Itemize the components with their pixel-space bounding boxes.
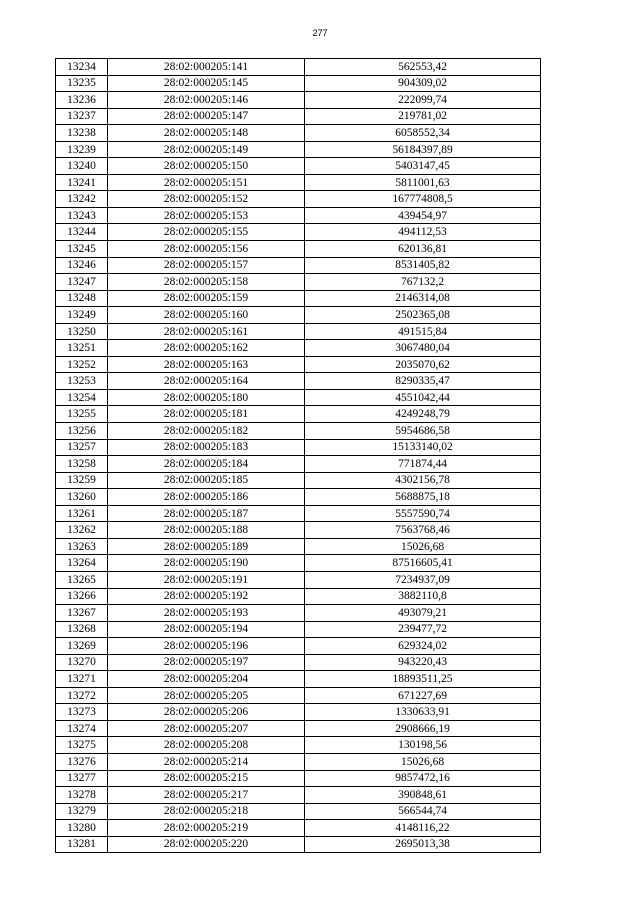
cadastral-value-cell: 566544,74 <box>305 803 541 820</box>
cadastral-value-cell: 7234937,09 <box>305 571 541 588</box>
row-number-cell: 13248 <box>56 290 108 307</box>
cadastral-number-cell: 28:02:000205:207 <box>108 720 305 737</box>
table-row <box>56 174 541 191</box>
table-row <box>56 605 541 622</box>
table-row <box>56 207 541 224</box>
table-row <box>56 323 541 340</box>
table-row <box>56 472 541 489</box>
cadastral-number-cell: 28:02:000205:162 <box>108 340 305 357</box>
row-number-cell: 13241 <box>56 174 108 191</box>
row-number-cell: 13249 <box>56 307 108 324</box>
cadastral-value-cell: 8531405,82 <box>305 257 541 274</box>
cadastral-number-cell: 28:02:000205:158 <box>108 274 305 291</box>
row-number-cell: 13237 <box>56 108 108 125</box>
table-row <box>56 59 541 76</box>
cadastral-number-cell: 28:02:000205:197 <box>108 654 305 671</box>
row-number-cell: 13280 <box>56 820 108 837</box>
cadastral-number-cell: 28:02:000205:155 <box>108 224 305 241</box>
row-number-cell: 13265 <box>56 571 108 588</box>
cadastral-value-cell: 15026,68 <box>305 538 541 555</box>
cadastral-number-cell: 28:02:000205:184 <box>108 456 305 473</box>
row-number-cell: 13264 <box>56 555 108 572</box>
row-number-cell: 13263 <box>56 538 108 555</box>
row-number-cell: 13247 <box>56 274 108 291</box>
table-row <box>56 141 541 158</box>
table-row <box>56 522 541 539</box>
row-number-cell: 13251 <box>56 340 108 357</box>
table-row <box>56 654 541 671</box>
table-row <box>56 307 541 324</box>
cadastral-value-cell: 5403147,45 <box>305 158 541 175</box>
cadastral-value-cell: 4551042,44 <box>305 389 541 406</box>
cadastral-number-cell: 28:02:000205:147 <box>108 108 305 125</box>
cadastral-number-cell: 28:02:000205:187 <box>108 505 305 522</box>
row-number-cell: 13238 <box>56 125 108 142</box>
cadastral-number-cell: 28:02:000205:151 <box>108 174 305 191</box>
cadastral-number-cell: 28:02:000205:148 <box>108 125 305 142</box>
table-row <box>56 125 541 142</box>
table-row <box>56 753 541 770</box>
cadastral-value-cell: 671227,69 <box>305 687 541 704</box>
row-number-cell: 13260 <box>56 489 108 506</box>
row-number-cell: 13273 <box>56 704 108 721</box>
table-row <box>56 108 541 125</box>
table-row <box>56 406 541 423</box>
cadastral-number-cell: 28:02:000205:145 <box>108 75 305 92</box>
row-number-cell: 13279 <box>56 803 108 820</box>
table-row <box>56 439 541 456</box>
table-row <box>56 621 541 638</box>
row-number-cell: 13256 <box>56 423 108 440</box>
table-row <box>56 770 541 787</box>
table-row <box>56 241 541 258</box>
cadastral-value-cell: 1330633,91 <box>305 704 541 721</box>
cadastral-value-cell: 943220,43 <box>305 654 541 671</box>
row-number-cell: 13250 <box>56 323 108 340</box>
page-number: 277 <box>312 28 328 38</box>
row-number-cell: 13281 <box>56 836 108 853</box>
cadastral-number-cell: 28:02:000205:218 <box>108 803 305 820</box>
cadastral-value-cell: 9857472,16 <box>305 770 541 787</box>
cadastral-number-cell: 28:02:000205:152 <box>108 191 305 208</box>
cadastral-value-cell: 4148116,22 <box>305 820 541 837</box>
cadastral-number-cell: 28:02:000205:149 <box>108 141 305 158</box>
row-number-cell: 13239 <box>56 141 108 158</box>
cadastral-number-cell: 28:02:000205:183 <box>108 439 305 456</box>
cadastral-value-cell: 904309,02 <box>305 75 541 92</box>
cadastral-number-cell: 28:02:000205:150 <box>108 158 305 175</box>
row-number-cell: 13278 <box>56 787 108 804</box>
cadastral-value-cell: 2035070,62 <box>305 356 541 373</box>
table-row <box>56 737 541 754</box>
cadastral-value-cell: 620136,81 <box>305 241 541 258</box>
cadastral-number-cell: 28:02:000205:217 <box>108 787 305 804</box>
row-number-cell: 13262 <box>56 522 108 539</box>
cadastral-value-cell: 87516605,41 <box>305 555 541 572</box>
cadastral-number-cell: 28:02:000205:156 <box>108 241 305 258</box>
cadastral-number-cell: 28:02:000205:160 <box>108 307 305 324</box>
cadastral-number-cell: 28:02:000205:159 <box>108 290 305 307</box>
cadastral-number-cell: 28:02:000205:192 <box>108 588 305 605</box>
row-number-cell: 13240 <box>56 158 108 175</box>
cadastral-number-cell: 28:02:000205:180 <box>108 389 305 406</box>
cadastral-number-cell: 28:02:000205:188 <box>108 522 305 539</box>
table-row <box>56 836 541 853</box>
table-row <box>56 356 541 373</box>
row-number-cell: 13258 <box>56 456 108 473</box>
table-row <box>56 704 541 721</box>
row-number-cell: 13236 <box>56 92 108 109</box>
cadastral-number-cell: 28:02:000205:186 <box>108 489 305 506</box>
row-number-cell: 13244 <box>56 224 108 241</box>
cadastral-number-cell: 28:02:000205:153 <box>108 207 305 224</box>
cadastral-number-cell: 28:02:000205:181 <box>108 406 305 423</box>
cadastral-number-cell: 28:02:000205:191 <box>108 571 305 588</box>
row-number-cell: 13252 <box>56 356 108 373</box>
cadastral-number-cell: 28:02:000205:185 <box>108 472 305 489</box>
table-row <box>56 538 541 555</box>
cadastral-number-cell: 28:02:000205:161 <box>108 323 305 340</box>
cadastral-value-cell: 239477,72 <box>305 621 541 638</box>
row-number-cell: 13271 <box>56 671 108 688</box>
cadastral-value-cell: 4302156,78 <box>305 472 541 489</box>
table-row <box>56 489 541 506</box>
table-row <box>56 671 541 688</box>
row-number-cell: 13257 <box>56 439 108 456</box>
cadastral-value-cell: 767132,2 <box>305 274 541 291</box>
table-row <box>56 687 541 704</box>
cadastral-number-cell: 28:02:000205:146 <box>108 92 305 109</box>
table-row <box>56 638 541 655</box>
cadastral-value-cell: 562553,42 <box>305 59 541 76</box>
table-row <box>56 75 541 92</box>
cadastral-number-cell: 28:02:000205:164 <box>108 373 305 390</box>
row-number-cell: 13270 <box>56 654 108 671</box>
table-row <box>56 274 541 291</box>
cadastral-value-cell: 3067480,04 <box>305 340 541 357</box>
cadastral-value-cell: 219781,02 <box>305 108 541 125</box>
row-number-cell: 13277 <box>56 770 108 787</box>
cadastral-value-cell: 56184397,89 <box>305 141 541 158</box>
cadastral-value-cell: 2146314,08 <box>305 290 541 307</box>
cadastral-value-cell: 771874,44 <box>305 456 541 473</box>
row-number-cell: 13234 <box>56 59 108 76</box>
row-number-cell: 13242 <box>56 191 108 208</box>
cadastral-number-cell: 28:02:000205:163 <box>108 356 305 373</box>
row-number-cell: 13253 <box>56 373 108 390</box>
cadastral-number-cell: 28:02:000205:182 <box>108 423 305 440</box>
cadastral-number-cell: 28:02:000205:196 <box>108 638 305 655</box>
cadastral-value-cell: 5954686,58 <box>305 423 541 440</box>
cadastral-number-cell: 28:02:000205:194 <box>108 621 305 638</box>
table-row <box>56 820 541 837</box>
cadastral-value-cell: 222099,74 <box>305 92 541 109</box>
cadastral-value-cell: 494112,53 <box>305 224 541 241</box>
row-number-cell: 13259 <box>56 472 108 489</box>
table-row <box>56 555 541 572</box>
cadastral-value-cell: 6058552,34 <box>305 125 541 142</box>
row-number-cell: 13266 <box>56 588 108 605</box>
cadastral-number-cell: 28:02:000205:206 <box>108 704 305 721</box>
cadastral-value-cell: 7563768,46 <box>305 522 541 539</box>
row-number-cell: 13267 <box>56 605 108 622</box>
table-row <box>56 224 541 241</box>
cadastral-number-cell: 28:02:000205:157 <box>108 257 305 274</box>
cadastral-value-cell: 5557590,74 <box>305 505 541 522</box>
row-number-cell: 13261 <box>56 505 108 522</box>
cadastral-value-cell: 3882110,8 <box>305 588 541 605</box>
table-row <box>56 191 541 208</box>
cadastral-number-cell: 28:02:000205:189 <box>108 538 305 555</box>
table-row <box>56 505 541 522</box>
cadastral-number-cell: 28:02:000205:204 <box>108 671 305 688</box>
row-number-cell: 13272 <box>56 687 108 704</box>
cadastral-value-cell: 491515,84 <box>305 323 541 340</box>
cadastral-value-table <box>55 58 541 853</box>
row-number-cell: 13274 <box>56 720 108 737</box>
row-number-cell: 13255 <box>56 406 108 423</box>
table-row <box>56 787 541 804</box>
table-row <box>56 373 541 390</box>
cadastral-number-cell: 28:02:000205:190 <box>108 555 305 572</box>
cadastral-value-cell: 5811001,63 <box>305 174 541 191</box>
cadastral-value-cell: 130198,56 <box>305 737 541 754</box>
table-row <box>56 456 541 473</box>
cadastral-value-cell: 2502365,08 <box>305 307 541 324</box>
row-number-cell: 13269 <box>56 638 108 655</box>
table-row <box>56 423 541 440</box>
row-number-cell: 13275 <box>56 737 108 754</box>
table-row <box>56 588 541 605</box>
row-number-cell: 13276 <box>56 753 108 770</box>
cadastral-value-cell: 390848,61 <box>305 787 541 804</box>
table-row <box>56 257 541 274</box>
row-number-cell: 13254 <box>56 389 108 406</box>
table-row <box>56 803 541 820</box>
table-row <box>56 389 541 406</box>
row-number-cell: 13245 <box>56 241 108 258</box>
cadastral-number-cell: 28:02:000205:141 <box>108 59 305 76</box>
cadastral-value-cell: 5688875,18 <box>305 489 541 506</box>
cadastral-number-cell: 28:02:000205:215 <box>108 770 305 787</box>
cadastral-number-cell: 28:02:000205:214 <box>108 753 305 770</box>
cadastral-value-cell: 18893511,25 <box>305 671 541 688</box>
row-number-cell: 13235 <box>56 75 108 92</box>
cadastral-value-cell: 439454,97 <box>305 207 541 224</box>
table-body <box>56 59 541 853</box>
row-number-cell: 13246 <box>56 257 108 274</box>
table-row <box>56 92 541 109</box>
cadastral-value-cell: 15133140,02 <box>305 439 541 456</box>
cadastral-value-cell: 4249248,79 <box>305 406 541 423</box>
cadastral-value-cell: 2908666,19 <box>305 720 541 737</box>
row-number-cell: 13243 <box>56 207 108 224</box>
table-row <box>56 340 541 357</box>
table-row <box>56 571 541 588</box>
cadastral-value-cell: 15026,68 <box>305 753 541 770</box>
cadastral-value-cell: 493079,21 <box>305 605 541 622</box>
cadastral-value-cell: 8290335,47 <box>305 373 541 390</box>
cadastral-number-cell: 28:02:000205:208 <box>108 737 305 754</box>
cadastral-number-cell: 28:02:000205:193 <box>108 605 305 622</box>
cadastral-value-cell: 167774808,5 <box>305 191 541 208</box>
table-row <box>56 158 541 175</box>
table-row <box>56 290 541 307</box>
cadastral-number-cell: 28:02:000205:205 <box>108 687 305 704</box>
cadastral-value-cell: 2695013,38 <box>305 836 541 853</box>
row-number-cell: 13268 <box>56 621 108 638</box>
cadastral-value-cell: 629324,02 <box>305 638 541 655</box>
table-row <box>56 720 541 737</box>
cadastral-number-cell: 28:02:000205:220 <box>108 836 305 853</box>
cadastral-number-cell: 28:02:000205:219 <box>108 820 305 837</box>
